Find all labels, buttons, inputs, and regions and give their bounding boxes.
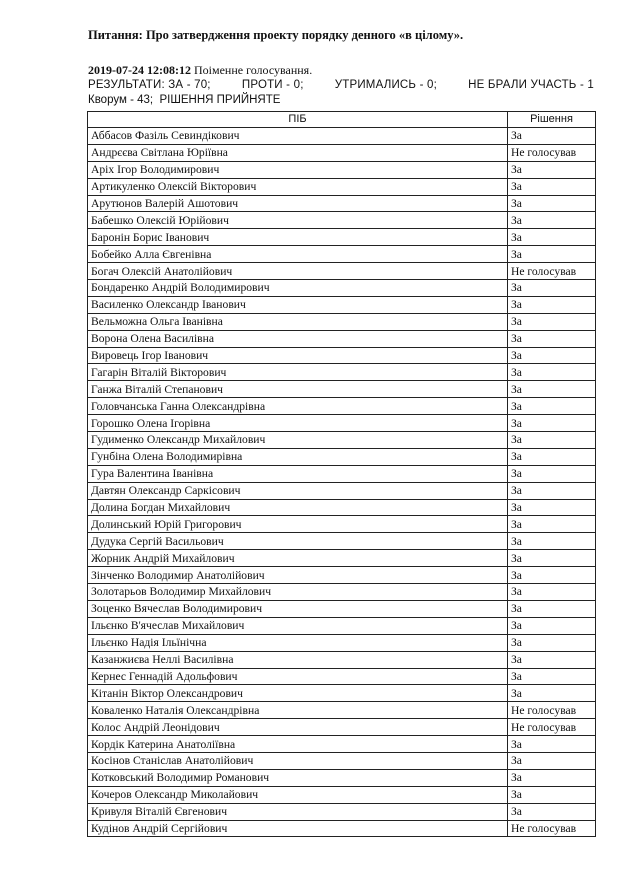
table-row [88,448,596,465]
deputy-name-cell: Зоценко Вячеслав Володимирович [88,600,508,617]
table-row [88,803,596,820]
decision-cell: За [508,212,596,229]
table-row [88,347,596,364]
decision-cell: За [508,229,596,246]
deputy-name-cell: Коваленко Наталія Олександрівна [88,702,508,719]
deputy-name-cell: Дудука Сергій Васильович [88,533,508,550]
results-label: РЕЗУЛЬТАТИ: [88,79,165,91]
results-line [88,78,594,93]
results-for: ЗА - 70; [168,79,211,91]
column-header-decision: Рішення [508,112,596,128]
deputy-name-cell: Артикуленко Олексій Вікторович [88,178,508,195]
quorum-line [88,93,594,108]
deputy-name-cell: Колос Андрій Леонідович [88,719,508,736]
table-row [88,820,596,837]
table-row [88,398,596,415]
question-text: Про затвердження проекту порядку денного «в цілому». [145,28,464,42]
table-row [88,330,596,347]
decision-cell: За [508,195,596,212]
decision-cell: За [508,296,596,313]
table-row [88,651,596,668]
decision-cell: За [508,482,596,499]
table-row [88,364,596,381]
deputy-name-cell: Кудінов Андрій Сергійович [88,820,508,837]
decision-cell: За [508,617,596,634]
decision-cell: За [508,465,596,482]
deputy-name-cell: Горошко Олена Ігорівна [88,415,508,432]
deputy-name-cell: Жорник Андрій Михайлович [88,550,508,567]
decision-cell: За [508,347,596,364]
decision-cell: За [508,381,596,398]
decision-cell: За [508,685,596,702]
deputy-name-cell: Кернес Геннадій Адольфович [88,668,508,685]
table-row [88,634,596,651]
decision-cell: За [508,415,596,432]
table-row [88,246,596,263]
decision-cell: За [508,280,596,297]
deputy-name-cell: Золотарьов Володимир Михайлович [88,584,508,601]
quorum: Кворум - 43; [88,94,154,106]
decision-cell: За [508,178,596,195]
deputy-name-cell: Богач Олексій Анатолійович [88,263,508,280]
vote-type: Поіменне голосування. [193,63,313,77]
decision-cell: За [508,330,596,347]
table-body [88,128,596,837]
decision-cell: За [508,550,596,567]
column-header-name: ПІБ [88,112,508,128]
table-row [88,415,596,432]
deputy-name-cell: Казанжиєва Неллі Василівна [88,651,508,668]
question-title [88,28,463,43]
deputy-name-cell: Кітанін Віктор Олександрович [88,685,508,702]
results-for-group [88,78,211,93]
table-row [88,567,596,584]
table-row [88,296,596,313]
table-row [88,229,596,246]
decision-cell: За [508,499,596,516]
decision-cell: За [508,803,596,820]
deputy-name-cell: Вельможна Ольга Іванівна [88,313,508,330]
deputy-name-cell: Ільєнко В'ячеслав Михайлович [88,617,508,634]
deputy-name-cell: Андрєєва Світлана Юріївна [88,144,508,161]
decision-cell: За [508,567,596,584]
deputy-name-cell: Кордік Катерина Анатоліївна [88,736,508,753]
deputy-name-cell: Вировець Ігор Іванович [88,347,508,364]
deputy-name-cell: Бобейко Алла Євгенівна [88,246,508,263]
decision-cell: За [508,516,596,533]
decision-cell: За [508,398,596,415]
deputy-name-cell: Ворона Олена Василівна [88,330,508,347]
decision-cell: Не голосував [508,144,596,161]
decision-cell: За [508,600,596,617]
results-against: ПРОТИ - 0; [241,79,304,91]
deputy-name-cell: Василенко Олександр Іванович [88,296,508,313]
deputy-name-cell: Зінченко Володимир Анатолійович [88,567,508,584]
table-row [88,752,596,769]
vote-datetime: 2019-07-24 12:08:12 [88,63,191,77]
deputy-name-cell: Ганжа Віталій Степанович [88,381,508,398]
decision-cell: За [508,161,596,178]
decision-cell: За [508,533,596,550]
table-row [88,144,596,161]
table-row [88,533,596,550]
deputy-name-cell: Головчанська Ганна Олександрівна [88,398,508,415]
decision-cell: За [508,634,596,651]
table-row [88,736,596,753]
deputy-name-cell: Косінов Станіслав Анатолійович [88,752,508,769]
vote-datetime-line [88,63,594,78]
deputy-name-cell: Бондаренко Андрій Володимирович [88,280,508,297]
decision-cell: За [508,668,596,685]
decision-cell: За [508,313,596,330]
table-row [88,482,596,499]
decision-cell: За [508,736,596,753]
deputy-name-cell: Котковський Володимир Романович [88,769,508,786]
deputy-name-cell: Гудименко Олександр Михайлович [88,432,508,449]
table-row [88,432,596,449]
table-row [88,617,596,634]
results-abstained: УТРИМАЛИСЬ - 0; [334,79,437,91]
table-row [88,499,596,516]
deputy-name-cell: Долина Богдан Михайлович [88,499,508,516]
decision-cell: Не голосував [508,719,596,736]
table-row [88,128,596,145]
decision-cell: За [508,364,596,381]
table-row [88,161,596,178]
table-row [88,195,596,212]
table-row [88,786,596,803]
votes-table [87,111,596,837]
deputy-name-cell: Гагарін Віталій Вікторович [88,364,508,381]
table-row [88,550,596,567]
deputy-name-cell: Кочеров Олександр Миколайович [88,786,508,803]
decision-cell: За [508,651,596,668]
deputy-name-cell: Бабешко Олексій Юрійович [88,212,508,229]
decision-cell: Не голосував [508,702,596,719]
decision-cell: За [508,769,596,786]
decision-cell: Не голосував [508,820,596,837]
deputy-name-cell: Давтян Олександр Саркісович [88,482,508,499]
vote-summary [88,63,594,108]
table-row [88,584,596,601]
deputy-name-cell: Арутюнов Валерій Ашотович [88,195,508,212]
deputy-name-cell: Гура Валентина Іванівна [88,465,508,482]
deputy-name-cell: Аріх Ігор Володимирович [88,161,508,178]
decision-result: РІШЕННЯ ПРИЙНЯТЕ [159,94,281,106]
table-row [88,263,596,280]
decision-cell: Не голосував [508,263,596,280]
decision-cell: За [508,752,596,769]
deputy-name-cell: Гунбіна Олена Володимирівна [88,448,508,465]
table-row [88,212,596,229]
decision-cell: За [508,246,596,263]
table-row [88,465,596,482]
table-row [88,313,596,330]
table-row [88,178,596,195]
deputy-name-cell: Баронін Борис Іванович [88,229,508,246]
deputy-name-cell: Долинський Юрій Григорович [88,516,508,533]
table-row [88,719,596,736]
decision-cell: За [508,448,596,465]
table-row [88,702,596,719]
table-header-row [88,112,596,128]
deputy-name-cell: Аббасов Фазіль Севиндікович [88,128,508,145]
table-row [88,600,596,617]
decision-cell: За [508,584,596,601]
decision-cell: За [508,786,596,803]
table-row [88,769,596,786]
decision-cell: За [508,432,596,449]
table-row [88,668,596,685]
decision-cell: За [508,128,596,145]
deputy-name-cell: Кривуля Віталій Євгенович [88,803,508,820]
deputy-name-cell: Ільєнко Надія Ільїнічна [88,634,508,651]
table-row [88,516,596,533]
results-not-participated: НЕ БРАЛИ УЧАСТЬ - 1 [468,79,594,91]
table-row [88,685,596,702]
table-row [88,381,596,398]
table-row [88,280,596,297]
question-label: Питання: [88,28,143,42]
